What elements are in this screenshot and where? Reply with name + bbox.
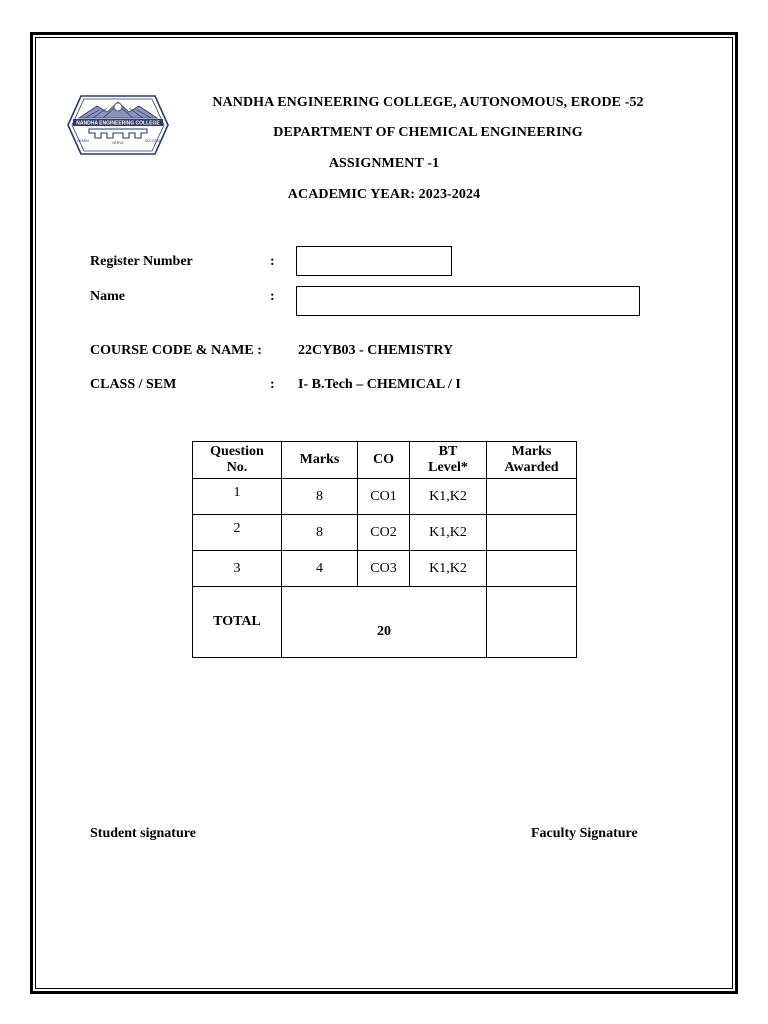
cell-marks: 8 [282,479,358,515]
logo-motto-learn: LEARN [77,139,89,143]
logo-text: NANDHA ENGINEERING COLLEGE [76,120,160,127]
faculty-signature-label: Faculty Signature [531,826,638,841]
college-name: NANDHA ENGINEERING COLLEGE, AUTONOMOUS, ERODE -52 [212,95,644,110]
class-sem-label: CLASS / SEM [90,377,177,392]
header-awarded-line2: Awarded [504,460,559,475]
header-question-line1: Question [210,444,264,459]
header-question-line2: No. [226,460,248,475]
college-logo [67,94,169,156]
cell-co: CO3 [358,551,410,587]
class-sem-colon: : [270,377,275,392]
cell-co: CO2 [358,515,410,551]
total-value: 20 [282,587,487,658]
cell-marks-awarded[interactable] [487,515,577,551]
cell-marks: 4 [282,551,358,587]
assignment-title: ASSIGNMENT -1 [328,156,440,171]
name-field[interactable] [296,286,640,316]
cell-marks-awarded[interactable] [487,479,577,515]
register-colon: : [270,254,275,269]
cell-marks: 8 [282,515,358,551]
header-awarded-line1: Marks [511,444,552,459]
class-sem-value: I- B.Tech – CHEMICAL / I [298,377,461,392]
header-bt-level [410,442,487,479]
name-colon: : [270,289,275,304]
cell-co: CO1 [358,479,410,515]
header-bt-line2: Level* [428,460,468,475]
marks-table [192,441,577,658]
header-co: CO [358,442,410,479]
total-label: TOTAL [193,587,282,658]
table-header-row [193,442,577,479]
department-name: DEPARTMENT OF CHEMICAL ENGINEERING [273,125,583,140]
cell-question-no: 2 [193,515,282,551]
register-number-field[interactable] [296,246,452,276]
header-question-no [193,442,282,479]
header-marks: Marks [282,442,358,479]
total-marks-awarded[interactable] [487,587,577,658]
header-bt-line1: BT [438,444,458,459]
logo-motto-succeed: SUCCEED [144,139,162,143]
register-number-label: Register Number [90,254,193,269]
table-row [193,479,577,515]
course-code-value: 22CYB03 - CHEMISTRY [298,343,454,358]
cell-question-no: 1 [193,479,282,515]
course-code-label: COURSE CODE & NAME : [90,343,262,358]
cell-bt-level: K1,K2 [410,515,487,551]
student-signature-label: Student signature [90,826,196,841]
table-row [193,551,577,587]
cell-bt-level: K1,K2 [410,551,487,587]
cell-bt-level: K1,K2 [410,479,487,515]
header-marks-awarded [487,442,577,479]
cell-marks-awarded[interactable] [487,551,577,587]
total-row [193,587,577,658]
table-row [193,515,577,551]
name-label: Name [90,289,125,304]
logo-motto-serve: SERVE [112,141,124,145]
academic-year: ACADEMIC YEAR: 2023-2024 [287,187,481,202]
cell-question-no: 3 [193,551,282,587]
